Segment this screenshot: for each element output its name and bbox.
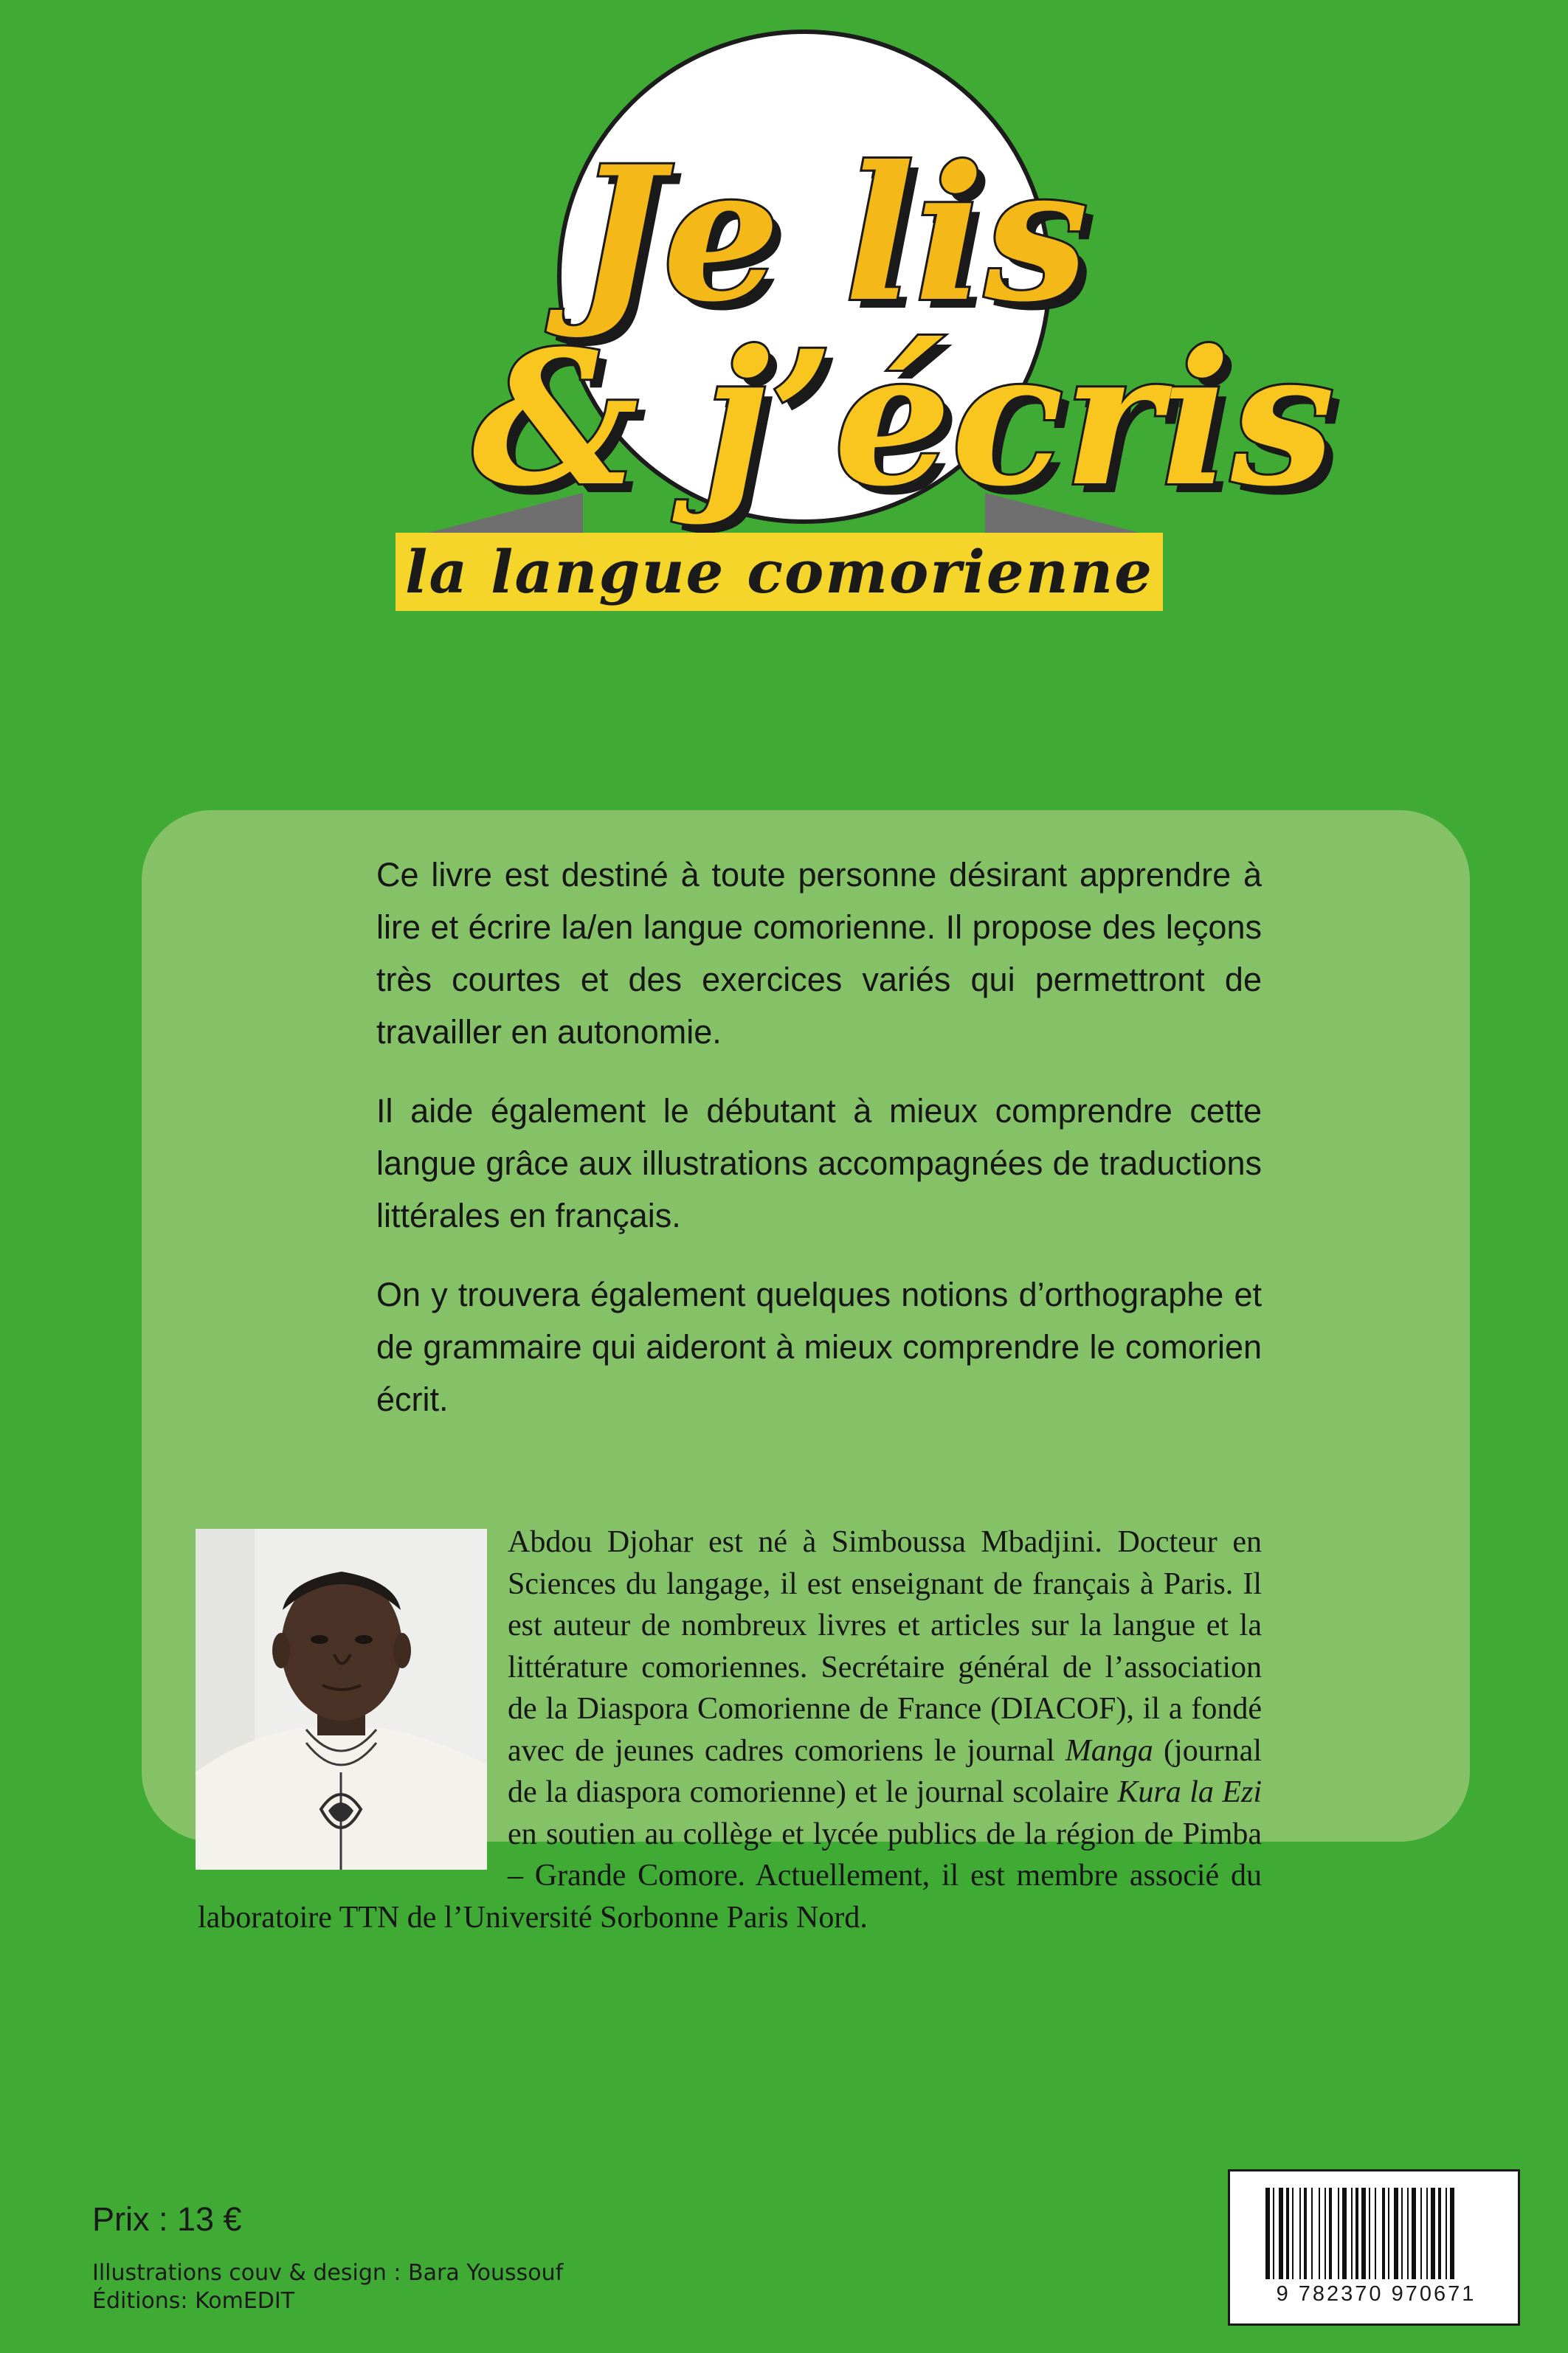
barcode-bar	[1401, 2188, 1403, 2279]
isbn-number: 9 782370 970671	[1276, 2282, 1477, 2306]
barcode-bar	[1324, 2188, 1326, 2279]
journal-name-kura: Kura la Ezi	[1117, 1775, 1262, 1809]
barcode-bar	[1273, 2188, 1274, 2279]
barcode-bar	[1342, 2188, 1347, 2279]
barcode-bar	[1420, 2188, 1422, 2279]
barcode-bar	[1286, 2188, 1289, 2279]
barcode-bar	[1319, 2188, 1320, 2279]
description-paragraph-3: On y trouvera également quelques notions d’orthographe et de grammaire qui aideront à mieux comprendre le comorien écrit.	[376, 1276, 1262, 1418]
barcode-bar	[1279, 2188, 1283, 2279]
barcode-bar	[1265, 2188, 1270, 2279]
photo-float-spacer	[198, 1521, 508, 1876]
barcode-bar	[1394, 2188, 1398, 2279]
illustrations-credit: Illustrations couv & design : Bara Youssouf	[92, 2260, 564, 2286]
credits	[92, 2259, 563, 2315]
barcode-bar	[1450, 2188, 1454, 2279]
author-biography	[198, 1521, 1262, 1938]
barcode-bar	[1407, 2188, 1409, 2279]
barcode-bar	[1388, 2188, 1389, 2279]
barcode-bar	[1369, 2188, 1370, 2279]
book-description	[376, 849, 1262, 1452]
publisher-credit: Éditions: KomEDIT	[92, 2288, 295, 2314]
barcode-bar	[1361, 2188, 1366, 2279]
journal-name-manga: Manga	[1065, 1733, 1153, 1768]
barcode-bar	[1438, 2188, 1441, 2279]
description-paragraph-2: Il aide également le débutant à mieux comprendre cette langue grâce aux illustrations accompagnées de traductions littérales en français.	[376, 1092, 1262, 1234]
barcode-bar	[1299, 2188, 1301, 2279]
title-line-1: Je lis	[576, 125, 1089, 342]
barcode-bar	[1351, 2188, 1353, 2279]
price: Prix : 13 €	[92, 2200, 242, 2238]
bio-text-part-2: (journal de la diaspora comorienne) et le journal scolaire	[508, 1733, 1262, 1809]
barcode-bar	[1311, 2188, 1313, 2279]
barcode-bar	[1446, 2188, 1447, 2279]
subtitle-text: la langue comorienne	[404, 537, 1154, 607]
barcode-bar	[1431, 2188, 1435, 2279]
barcode-bar	[1382, 2188, 1385, 2279]
barcode	[1228, 2169, 1520, 2326]
barcode-bar	[1355, 2188, 1358, 2279]
barcode-bar	[1426, 2188, 1428, 2279]
barcode-bar	[1338, 2188, 1339, 2279]
bio-text-part-1: Abdou Djohar est né à Simboussa Mbadjini. Docteur en Sciences du langage, il est enseignant de français à Paris. Il est auteur de nombreux livres et articles sur la langue et la littérature comoriennes. Secrétaire général de l’association de la Diaspora Comorienne de France (DIACOF), il a fondé avec de jeunes cadres comoriens le journal	[508, 1525, 1262, 1768]
barcode-bar	[1412, 2188, 1416, 2279]
barcode-bar	[1304, 2188, 1307, 2279]
barcode-bar	[1329, 2188, 1332, 2279]
title-line-2: & j’écris	[472, 310, 1335, 527]
description-paragraph-1: Ce livre est destiné à toute personne désirant apprendre à lire et écrire la/en langue comorienne. Il propose des leçons très courtes et des exercices variés qui permettront de travailler en autonomie.	[376, 856, 1262, 1051]
subtitle-ribbon	[396, 533, 1163, 611]
bio-text-part-3: en soutien au collège et lycée publics de la région de Pimba – Grande Comore. Actuellement, il est membre associé du laboratoire TTN de l’Université Sorbonne Paris Nord.	[198, 1817, 1262, 1935]
barcode-bars	[1265, 2188, 1487, 2279]
barcode-bar	[1292, 2188, 1294, 2279]
barcode-bar	[1375, 2188, 1376, 2279]
